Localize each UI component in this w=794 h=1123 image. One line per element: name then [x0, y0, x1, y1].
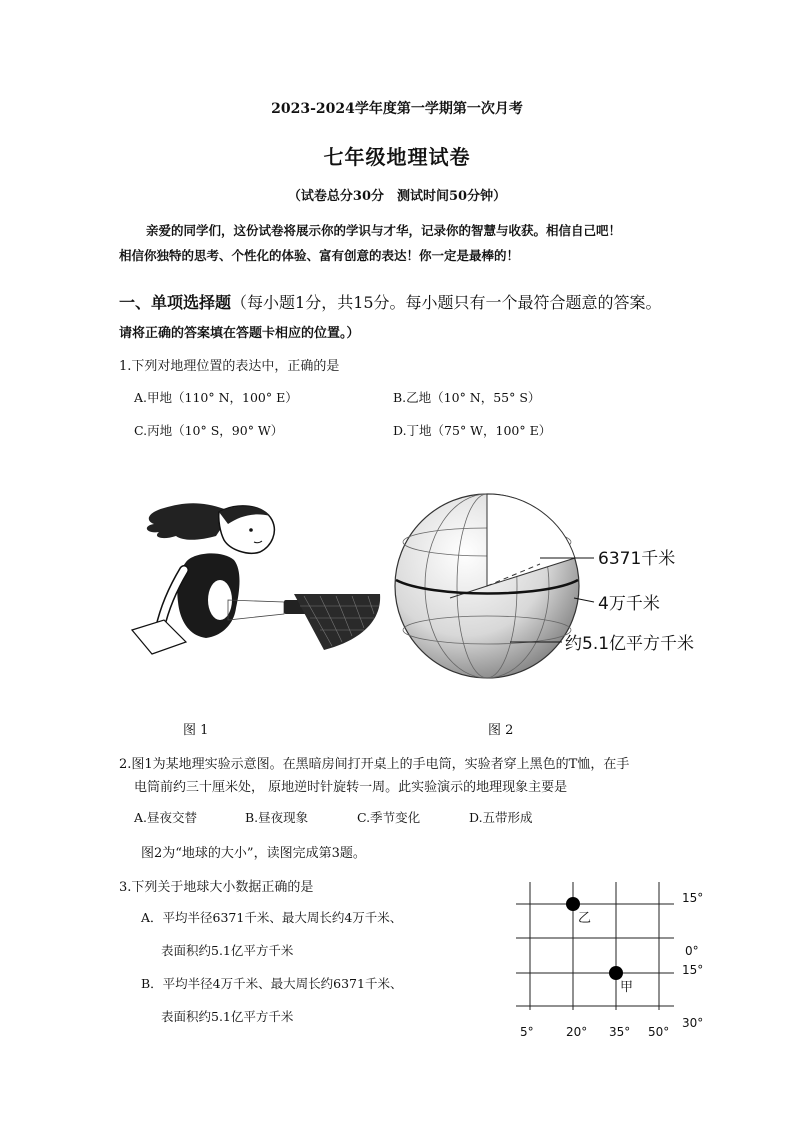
point-yi-marker: [566, 897, 580, 911]
grid-lines: [516, 882, 674, 1010]
page-title: 七年级地理试卷: [323, 145, 471, 169]
lon-label-35: 35°: [609, 1025, 631, 1039]
lat-label-30s: 30°: [682, 1016, 704, 1030]
q3-option-b-line-1: B．平均半径4万千米、最大周长约6371千米、: [141, 976, 403, 991]
eye-icon: [249, 528, 253, 532]
mesh-shade: [294, 594, 380, 650]
section-heading: [119, 290, 662, 313]
figure-2-globe: [390, 482, 720, 687]
figure-2-instruction: 图2为“地球的大小”，读图完成第3题。: [141, 846, 366, 861]
figure-1-caption: 图 1: [183, 723, 209, 738]
lat-label-0: 0°: [685, 944, 699, 958]
point-yi-label: 乙: [578, 911, 592, 926]
section-heading-note-2: 请将正确的答案填在答题卡相应的位置。）: [119, 326, 360, 341]
lon-label-20: 20°: [566, 1025, 588, 1039]
q2-option-d: D.五带形成: [469, 810, 533, 825]
q1-stem: 1.下列对地理位置的表达中，正确的是: [119, 359, 340, 374]
lon-label-5: 5°: [520, 1025, 534, 1039]
exam-subtitle: （试卷总分30分 测试时间50分钟）: [287, 189, 507, 204]
label-surface-area: 约5.1亿平方千米: [565, 634, 695, 654]
lat-lon-grid-map: [508, 878, 720, 1044]
q2-stem-line-2: 电筒前约三十厘米处， 原地逆时针旋转一周。此实验演示的地理现象主要是: [134, 780, 568, 795]
q3-option-b-line-2: 表面积约5.1亿平方千米: [161, 1009, 294, 1024]
q3-option-a-line-1: A．平均半径6371千米、最大周长约4万千米、: [141, 910, 403, 925]
section-heading-title: 一、单项选择题: [119, 293, 232, 312]
q1-option-d: D.丁地（75° W，100° E）: [393, 423, 552, 438]
q2-option-b: B.昼夜现象: [245, 810, 309, 825]
section-heading-note: （每小题1分，共15分。每小题只有一个最符合题意的答案。: [231, 293, 662, 312]
lat-label-15s: 15°: [682, 963, 704, 977]
q2-stem-line-1: 2.图1为某地理实验示意图。在黑暗房间打开桌上的手电筒，实验者穿上黑色的T恤，在手: [119, 757, 630, 772]
q2-option-c: C.季节变化: [357, 810, 421, 825]
q3-option-a-line-2: 表面积约5.1亿平方千米: [161, 943, 294, 958]
lon-label-50: 50°: [648, 1025, 670, 1039]
intro-line-1: 亲爱的同学们，这份试卷将展示你的学识与才华，记录你的智慧与收获。相信自己吧！: [146, 223, 622, 238]
q1-option-c: C.丙地（10° S，90° W）: [134, 423, 284, 438]
paper-sheet: [132, 620, 186, 654]
q2-option-a: A.昼夜交替: [134, 810, 198, 825]
figure-2-caption: 图 2: [488, 723, 514, 738]
label-circumference: 4万千米: [598, 594, 660, 614]
q1-option-a: A.甲地（110° N，100° E）: [134, 390, 298, 405]
point-jia-marker: [609, 966, 623, 980]
exam-year-title: 2023-2024学年度第一学期第一次月考: [271, 101, 523, 117]
intro-line-2: 相信你独特的思考、个性化的体验、富有创意的表达！你一定是最棒的！: [119, 248, 520, 263]
lat-label-15n: 15°: [682, 891, 704, 905]
q3-stem: 3.下列关于地球大小数据正确的是: [119, 880, 314, 895]
point-jia-label: 甲: [620, 980, 634, 995]
figure-1-experiment: [124, 490, 386, 665]
q1-option-b: B.乙地（10° N，55° S）: [393, 390, 541, 405]
label-radius: 6371千米: [598, 549, 676, 569]
